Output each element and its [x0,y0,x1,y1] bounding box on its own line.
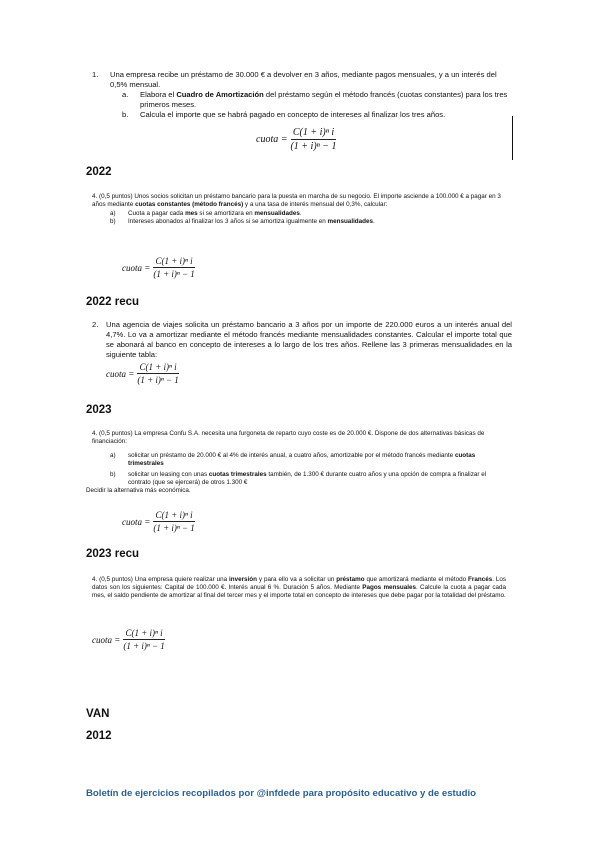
section-2023-closing: Decidir la alternativa más económica. [86,487,191,494]
heading-2022: 2022 [86,166,112,178]
section-2023-recu-text: 4. (0,5 puntos) Una empresa quiere realizar una inversión y para ello va a solicitar un préstamo que amortizará mediante el método Francés. Los datos son los siguientes: Capital de 100.000 €. Interés anual 6 %. Duración 5 años. Mediante Pagos mensuales. Calcule la cuota a pagar cada mes, el saldo pendiente de amortizar al final del tercer mes y el importe total en concepto de intereses que debe pagar por la totalidad del préstamo. [92,576,507,599]
formula-denominator: (1 + i)ⁿ − 1 [123,641,165,651]
formula-fraction [153,256,194,279]
item-text: solicitar un préstamo de 20.000 € al 4% de interés anual, a cuatro años, amortizable por el método francés mediante cuotas trimestrales [128,452,476,467]
item-marker: b. [122,110,129,119]
formula-lhs: cuota = [122,516,151,527]
section-2022-item-b [110,218,514,226]
formula-numerator: C(1 + i)ⁿ i [139,362,177,372]
formula-fraction [137,362,178,385]
formula-numerator: C(1 + i)ⁿ i [155,510,193,520]
formula-denominator: (1 + i)ⁿ − 1 [137,375,179,385]
heading-2023: 2023 [86,404,112,416]
section-2023-intro: 4. (0,5 puntos) La empresa Confu S.A. necesita una furgoneta de reparto cuyo coste es de 20.000 €. Dispone de dos alternativas básicas de financiación: [92,430,485,445]
formula-denominator: (1 + i)ⁿ − 1 [153,269,195,279]
item-marker: a) [110,452,116,459]
heading-van-2012: 2012 [86,730,112,742]
item-text: Elabora el Cuadro de Amortización del préstamo según el método francés (cuotas constantes) para los tres primeros meses. [140,90,508,109]
section-2023 [86,430,504,495]
section-2023-recu [92,576,506,600]
item-marker: b) [110,218,116,225]
formula-lhs: cuota = [106,368,135,379]
item-text: Intereses abonados al finalizar los 3 años si se amortiza igualmente en mensualidades. [128,218,375,225]
question-number: 2. [92,320,99,329]
item-marker: b) [110,471,116,478]
question-1-item-a [122,90,514,109]
formula-lhs: cuota = [256,134,288,145]
formula-lhs: cuota = [122,262,151,273]
question-1 [92,70,514,120]
section-2022-intro: 4. (0,5 puntos) Unos socios solicitan un préstamo bancario para la puesta en marcha de su negocio. El importe asciende a 100.000 € a pagar en 3 años mediante cuotas constantes (método francés) y a una tasa de interés mensual del 0,3%, calcular: [92,193,501,208]
section-2023-item-b [110,471,504,487]
formula-lhs: cuota = [92,634,121,645]
section-2022-item-a [110,210,514,218]
item-text: solicitar un leasing con unas cuotas trimestrales también, de 1.300 € durante cuatro años y una opción de compra a finalizar el contrato (que se ejercerá) de otros 1.300 € [128,471,487,486]
item-text: Cuota a pagar cada mes si se amortizara en mensualidades. [128,210,302,217]
question-statement: Una agencia de viajes solicita un préstamo bancario a 3 años por un importe de 220.000 euros a un interés anual del 4,7%. Lo va a amortizar mediante el método francés mediante mensualidades constantes. Calcular el importe total que se abonará al banco en concepto de intereses a lo largo de los tres años. Rellene las 3 primeras mensualidades en la siguiente tabla: [106,320,512,359]
item-marker: a) [110,210,116,217]
question-1-number: 1. [92,70,99,79]
formula-2022-recu [106,362,179,385]
vertical-rule [512,116,513,160]
question-1-text [92,70,514,89]
formula-fraction [290,127,336,152]
section-2023-item-a [110,452,504,468]
question-1-statement: Una empresa recibe un préstamo de 30.000 € a devolver en 3 años, mediante pagos mensuales, y a un interés del 0,5% mensual. [110,70,497,89]
formula-fraction [123,628,164,651]
item-text: Calcula el importe que se habrá pagado en concepto de intereses al finalizar los tres años. [140,110,446,119]
question-1-item-b [122,110,514,120]
formula-numerator: C(1 + i)ⁿ i [125,628,163,638]
formula-fraction [153,510,194,533]
heading-van: VAN [86,708,110,720]
section-2022 [92,193,514,226]
footer-note: Boletín de ejercicios recopilados por @infdede para propósito educativo y de estudio [86,788,476,799]
section-2022-recu [92,320,512,360]
item-marker: a. [122,90,129,99]
formula-denominator: (1 + i)ⁿ − 1 [153,523,195,533]
formula-2023-recu [92,628,165,651]
formula-denominator: (1 + i)ⁿ − 1 [290,141,337,152]
formula-2023 [122,510,195,533]
formula-numerator: C(1 + i)ⁿ i [155,256,193,266]
formula-q1 [256,127,337,152]
section-2022-recu-text [92,320,512,360]
heading-2022-recu: 2022 recu [86,296,140,308]
heading-2023-recu: 2023 recu [86,548,140,560]
formula-numerator: C(1 + i)ⁿ i [292,127,335,138]
formula-2022 [122,256,195,279]
